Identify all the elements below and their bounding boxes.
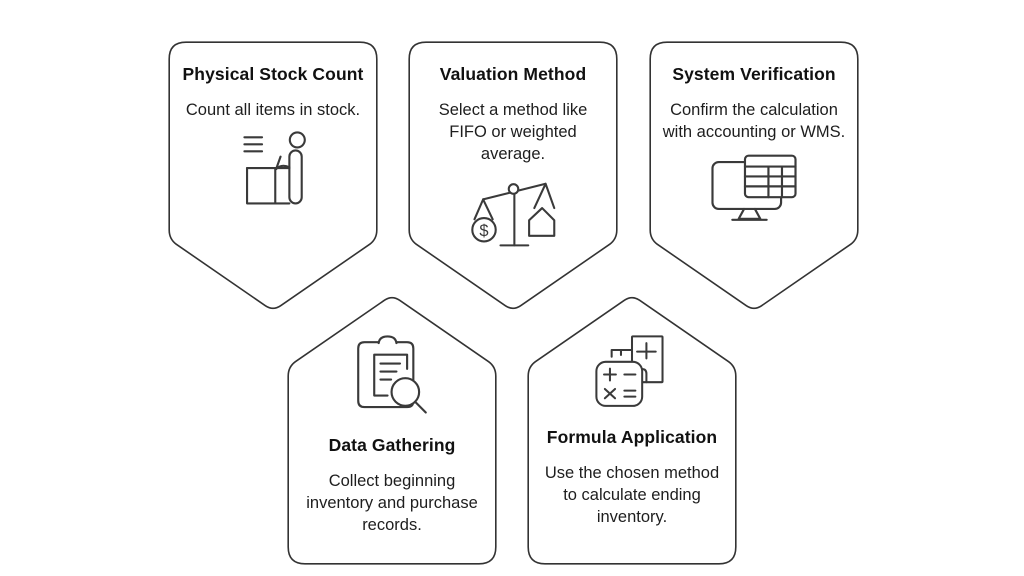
card-title: System Verification <box>672 64 836 84</box>
step-card-system-verification <box>649 41 859 313</box>
card-description: Confirm the calculation with accounting or WMS. <box>662 101 846 142</box>
step-card-physical-stock-count <box>168 41 378 313</box>
card-description: Select a method like FIFO or weighted average. <box>438 101 588 164</box>
card-description: Count all items in stock. <box>185 101 361 120</box>
balance-scale-dollar-icon <box>471 175 556 255</box>
clipboard-magnifier-icon <box>352 333 432 419</box>
step-card-data-gathering <box>287 293 497 565</box>
calculator-document-icon <box>593 333 671 411</box>
person-counting-stock-icon <box>240 131 307 207</box>
card-title: Physical Stock Count <box>182 64 364 84</box>
svg-text:$: $ <box>478 222 489 241</box>
card-title: Valuation Method <box>439 64 587 84</box>
step-card-valuation-method <box>408 41 618 313</box>
card-title: Data Gathering <box>328 435 456 455</box>
step-card-formula-application <box>527 293 737 565</box>
card-description: Collect beginning inventory and purchase records. <box>306 472 478 535</box>
card-description: Use the chosen method to calculate ending inventory. <box>544 464 720 527</box>
monitor-spreadsheet-icon <box>707 153 801 227</box>
card-title: Formula Application <box>546 427 718 447</box>
